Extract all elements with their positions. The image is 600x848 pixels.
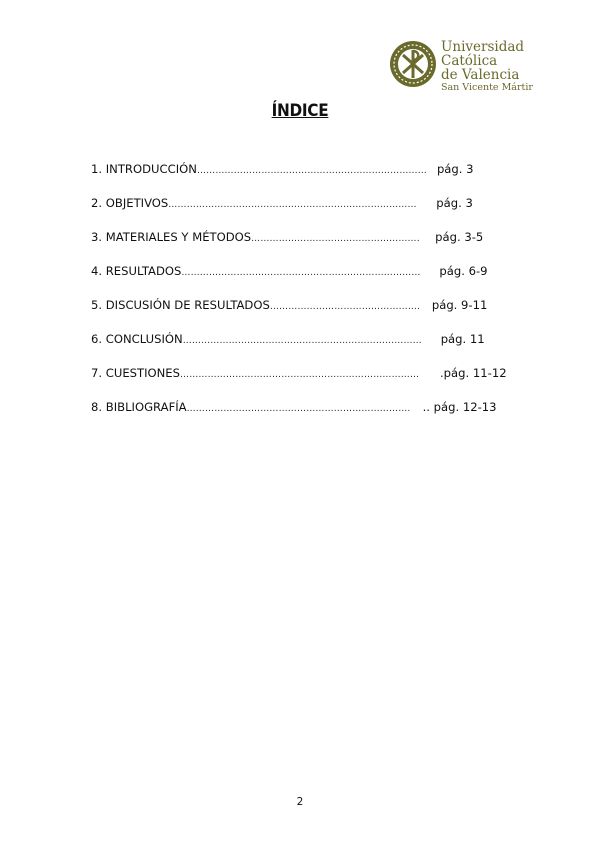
toc-entry-label: 6. CONCLUSIÓN bbox=[91, 332, 183, 346]
toc-entry-leader: ……………………………………………………………………… bbox=[168, 200, 417, 210]
toc-entry-page: .. pág. 12-13 bbox=[422, 400, 497, 414]
toc-entry-page: pág. 6-9 bbox=[439, 264, 488, 278]
toc-entry-label: 8. BIBLIOGRAFÍA bbox=[91, 400, 187, 414]
university-logo bbox=[389, 39, 533, 93]
toc-entry-page: pág. 9-11 bbox=[431, 298, 488, 312]
toc-entry-label: 2. OBJETIVOS bbox=[91, 196, 169, 210]
toc-entry-materiales-y-metodos bbox=[91, 230, 483, 246]
page-title: ÍNDICE bbox=[271, 101, 329, 121]
page-number: 2 bbox=[296, 796, 304, 808]
toc-entry-label: 5. DISCUSIÓN DE RESULTADOS bbox=[91, 298, 270, 312]
toc-entry-label: 4. RESULTADOS bbox=[91, 264, 182, 278]
toc-entry-leader: …………………………………………. bbox=[269, 302, 421, 312]
toc-entry-conclusion bbox=[91, 332, 485, 348]
toc-entry-discusion-de-resultados bbox=[91, 298, 487, 314]
toc-entry-bibliografia bbox=[91, 400, 497, 416]
logo-line-3: de Valencia bbox=[441, 67, 520, 83]
toc-entry-leader: ………………………………………………………………… bbox=[196, 166, 427, 176]
toc-entry-label: 7. CUESTIONES bbox=[91, 366, 180, 380]
university-seal-icon bbox=[389, 40, 437, 88]
toc-entry-resultados bbox=[91, 264, 488, 280]
toc-entry-label: 1. INTRODUCCIÓN bbox=[91, 162, 197, 176]
logo-line-1: Universidad bbox=[441, 39, 525, 55]
logo-line-2: Católica bbox=[441, 53, 498, 69]
toc-entry-leader: ………………………………………………………………. bbox=[186, 404, 411, 414]
toc-entry-page: pág. 11 bbox=[440, 332, 485, 346]
toc-entry-label: 3. MATERIALES Y MÉTODOS bbox=[91, 230, 252, 244]
toc-entry-objetivos bbox=[91, 196, 473, 212]
toc-entry-leader: ………………………………………………. bbox=[251, 234, 420, 244]
toc-entry-leader: …………………………………………………………………… bbox=[181, 268, 421, 278]
toc-entry-page: pág. 3 bbox=[436, 196, 473, 210]
toc-entry-page: .pág. 11-12 bbox=[440, 366, 507, 380]
toc-entry-introduccion bbox=[91, 162, 474, 178]
toc-entry-page: pág. 3 bbox=[436, 162, 474, 176]
toc-entry-leader: …………………………………………………………………… bbox=[182, 336, 422, 346]
toc-entry-page: pág. 3-5 bbox=[435, 230, 484, 244]
toc-entry-leader: …………………………………………………………………… bbox=[180, 370, 420, 380]
toc-entry-cuestiones bbox=[91, 366, 507, 382]
logo-line-4: San Vicente Mártir bbox=[441, 82, 533, 93]
